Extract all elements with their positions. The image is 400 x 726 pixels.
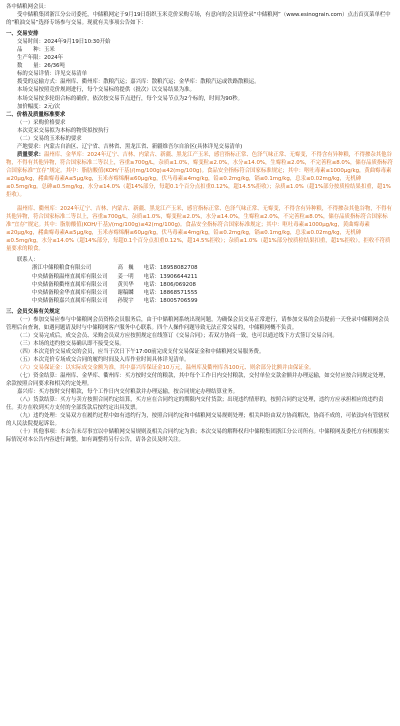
contact-org: 浙江中储粮粮食有限公司 bbox=[32, 265, 92, 272]
quality-requirement-2: 温州库、衢州库：2024年辽宁、吉林、内蒙古、新疆、黑龙江产玉米，感官指标正常、色泽气味正常、无霉变，不得含有异种粮，不得掺杂其他谷物，不得有其他异物，符合国家标准二等以上，容重≥700g/L，杂质≤1.0%，霉变粒≤2.0%，水分≤14.0%，生霉粒≤2.0%，不完善粒≤8.0%，储存品质指标符合国家标准“宜存”规定。其中：脂肪酸值(KOH/干基)/(mg/100g)≤42(mg/100g)。食品安全指标符合国家标准规定；其中：呕吐毒素≤1000μg/kg，黄曲霉毒素≤20μg/kg，赭曲霉毒素A≤5μg/kg，玉米赤霉烯酮≤60μg/kg，伏马毒素≤4mg/kg，铅≤0.2mg/kg，镉≤0.1mg/kg，总汞≤0.02mg/kg，无机砷≤0.5mg/kg，水分≤14.0%（超14%部分，每超0.1个百分点扣重0.12%，超14.5%拒收）；杂质≤1.0%（超1%部分按质检结果扣重，超1%拒收），拒收不符质量要求的粮食。 bbox=[6, 206, 392, 253]
intro-paragraph: 受中储粮集团浙江分公司委托，中储粮网定于9月19日组织玉米竞价采购专场，有意向的会员请登录“中储粮网”（www.esinograin.com）点击首页菜单栏中的“粮油交易”选择专场参与交易。现就有关事项公告如下： bbox=[6, 12, 391, 27]
contact-org: 中央储备粮温州直属库有限公司 bbox=[32, 273, 108, 280]
rule-paragraph-10: （九）违约处理：交易双方在履约过程中如有违约行为，按照合同约定和中储粮网交易规则处理；相关纠纷由双方协商解决，协商不成的，可依法向有管辖权的人民法院提起诉讼。 bbox=[6, 413, 389, 428]
contact-name: 孙锐宇 bbox=[117, 297, 134, 304]
rule-paragraph-9: （八）货款结算：买方与卖方按照合同约定结算，买方应在合同约定的期限内交付货款；出现违约情形的，按照合同约定处理，违约方应承担相应的违约责任。卖方在收到买方支付的全部货款后按约定出具发票。 bbox=[6, 397, 384, 412]
rule-paragraph-8: 嘉兴库：买方按时交付粮款，每个工作日内交付粮款并办理运输，按合同规定办理结算业务。 bbox=[17, 389, 239, 396]
origin-requirement: 产地要求：内蒙古自治区、辽宁省、吉林省、黑龙江省、新疆维吾尔自治区(具体详见交易清单) bbox=[17, 143, 243, 150]
contact-row bbox=[32, 297, 208, 305]
rule-paragraph-5: （五）本次竞价专场成交合同的履约时间及入库作业时间具体详见清单。 bbox=[17, 356, 190, 363]
price-step: 加价幅度：2元/次 bbox=[17, 103, 60, 110]
contact-row bbox=[32, 289, 208, 297]
contact-org: 中央储备粮衢州直属库有限公司 bbox=[32, 281, 108, 288]
section-trade-arrangement-heading: 一、交易安排 bbox=[6, 31, 39, 38]
rule-paragraph-4: （四）本次竞价交易成交的会员，应当于次日下午17:00前完成支付交易保证金和中储粮网交易服务费。 bbox=[17, 348, 265, 355]
production-year: 生产年限：2024年 bbox=[17, 55, 64, 62]
contact-name: 高 巍 bbox=[117, 265, 134, 272]
rule-paragraph-6: （六）交易保证金：以实际成交金额为准，其中嘉兴库保证金10万元，温州库及衢州库各100元、则余部分比额并由保证金。 bbox=[17, 365, 315, 372]
price-requirement-text: 本次竞采交易拟为本标的物资拟按执行 bbox=[17, 127, 109, 134]
section-price-quality-heading: 二、价格及质量标准要求 bbox=[6, 111, 66, 118]
contact-row bbox=[32, 273, 208, 281]
trade-variety: 品 种：玉米 bbox=[17, 47, 55, 54]
contact-name: 黄贝华 bbox=[117, 281, 134, 288]
contact-name: 谢稿麟 bbox=[117, 289, 134, 296]
contact-phone: 电话：18005706599 bbox=[143, 297, 198, 304]
price-requirement-subheading: （一）采购价格要求 bbox=[17, 119, 66, 126]
contacts-table bbox=[32, 264, 208, 304]
trade-time: 交易时间：2024年9月19日10:30开始 bbox=[17, 39, 111, 46]
contact-org: 中央储备粮嘉兴直属库有限公司 bbox=[32, 297, 108, 304]
rule-paragraph-2: （二）交易完成后，成交会员、采购会员双方应按照规定在线签订《交易合同》；若双方协商一致，也可以通过线下方式签订交易合同。 bbox=[17, 332, 338, 339]
salutation: 各中储粮网会员： bbox=[6, 4, 50, 10]
contact-name: 姜一明 bbox=[117, 273, 134, 280]
corn-requirement-subheading: （二）交易的玉米标的要求 bbox=[17, 135, 82, 142]
trade-quantity: 数 量：26/36吨 bbox=[17, 63, 65, 70]
rule-paragraph-7: （七）资金结算：温州库、金华库、衢州库：买方按时交付的粮款，其中每个工作日内交付粮款，交付单位交款金额并办理运输，如交付应按合同规定处理，余款按照合同要求和相关约定处理。 bbox=[6, 373, 389, 388]
rule-paragraph-11: （十）其他事项：本公告未尽事宜以中储粮网交易规则及相关合同约定为准；本次交易的解释权归中储粮集团浙江分公司所有。中储粮网及委托方有权根据实际情况对本公告内容进行调整，如有调整将另行公告，请各会员及时关注。 bbox=[6, 429, 389, 444]
contact-row bbox=[32, 281, 208, 289]
contact-phone: 电话：1806/069208 bbox=[143, 281, 196, 288]
section-member-rules-heading: 三、会员交易有关规定 bbox=[6, 308, 60, 315]
trade-rule-2: 本场交易按多轮组合标的确价，依次按交易节点进行，每个交易节点为2个标的，时间为90秒。 bbox=[17, 95, 243, 102]
transport-method: 拨受的运输方式：温州库、衢州库：散粮汽运；嘉兴库：散粮汽运；金华库：散粮汽运或铁路散粮运。 bbox=[17, 79, 260, 86]
contacts-title: 联系人： bbox=[17, 257, 39, 264]
contact-phone: 电话：13906644211 bbox=[143, 273, 198, 280]
quality-text-1: 温州库、金华库：2024年辽宁、吉林、内蒙古、新疆、黑龙江产玉米，感官指标正常、色泽气味正常、无霉变，不得含有异种粮，不得掺杂其他谷物，不得有其他异物，符合国家标准二等以上，容重≥700g/L，杂质≤1.0%，霉变粒≤2.0%，水分≤14.0%，生霉粒≤2.0%，不完善粒≤8.0%，储存品质指标符合国家标准“宜存”规定。其中：脂肪酸值(KOH/干基)/(mg/100g)≤42(mg/100g)。食品安全指标符合国家标准规定；其中：呕吐毒素≤1000μg/kg，黄曲霉毒素≤20μg/kg，赭曲霉毒素A≤5μg/kg，玉米赤霉烯酮≤60μg/kg，伏马毒素≤4mg/kg，铅≤0.2mg/kg，镉≤0.1mg/kg，总汞≤0.02mg/kg，无机砷≤0.5mg/kg。总砷≤0.5mg/kg，水分≤14.0%（超14%部分，每超0.1个百分点扣重0.12%，超14.5%拒收）；杂质≤1.0%（超1%部分按质检结果扣重，超1%拒收）。 bbox=[6, 151, 394, 199]
quality-requirement-1 bbox=[6, 151, 394, 199]
contact-org: 中央储备粮金华直属库有限公司 bbox=[32, 289, 108, 296]
contact-phone: 电话：18958082708 bbox=[143, 265, 198, 272]
contact-row bbox=[32, 264, 208, 272]
rule-paragraph-1: （一）参加交易应参与中储粮网会员资格会员服务后，由于中储粮网系统出现问题，为确保会员交易正常进行，请参加交易的会员提前一天登录中储粮网会员管理后台查询，如遇问题请及时与中储粮网客户服务中心联系。四个人操作问题导致无法正常交易的，中储粮网概不负责。 bbox=[6, 316, 389, 331]
trade-details: 标的交易详情：详见交易清单 bbox=[17, 71, 88, 78]
rule-paragraph-3: （三）本场的违约按交易确认即不接受交易。 bbox=[17, 340, 125, 347]
contact-phone: 电话：18868571555 bbox=[143, 289, 198, 296]
quality-label: 质量要求： bbox=[17, 151, 44, 158]
trade-rule-1: 本场交易按照竞价规则进行，每个交易标的提供（批次）以交易结果为准。 bbox=[17, 87, 195, 94]
